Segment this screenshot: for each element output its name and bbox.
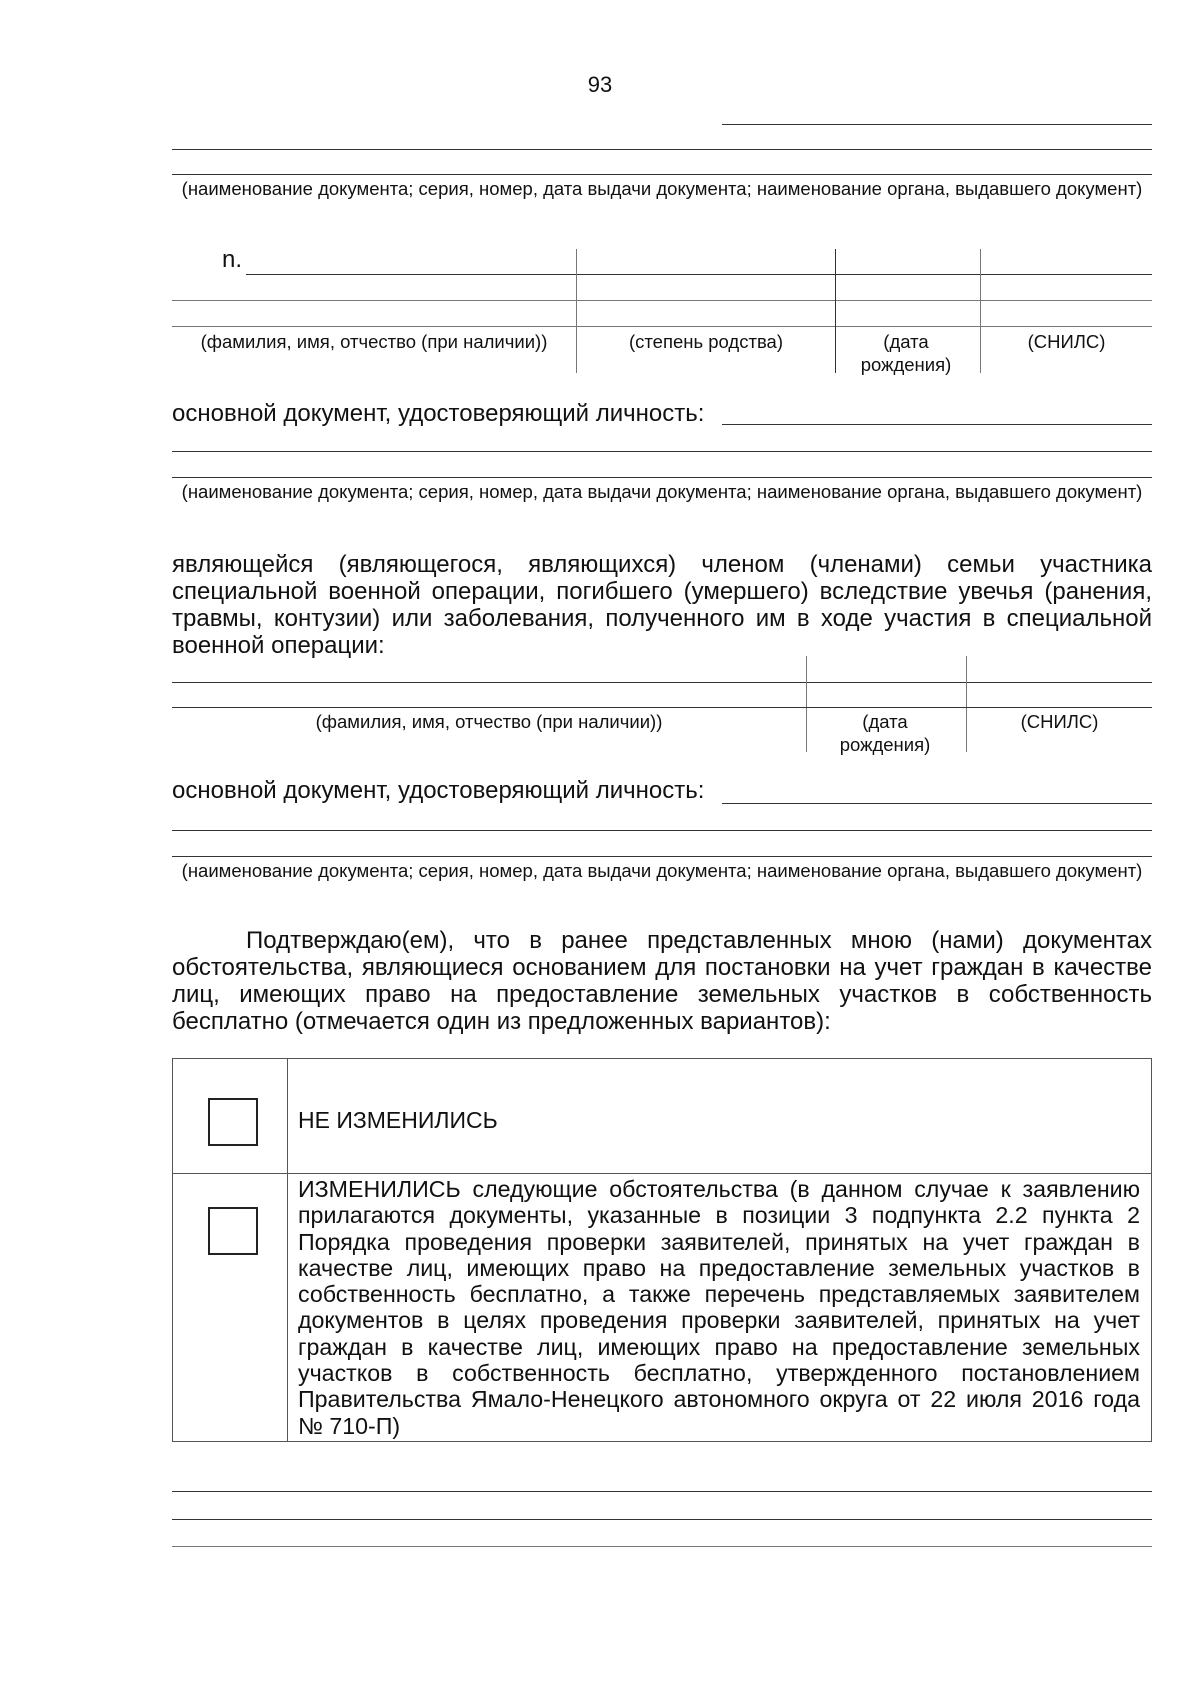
column-divider xyxy=(835,249,836,373)
fill-line[interactable] xyxy=(172,174,1152,175)
participant-fio-caption: (фамилия, имя, отчество (при наличии)) xyxy=(315,711,663,732)
doc-caption: (наименование документа; серия, номер, дата выдачи документа; наименование органа, выдавшего документ) xyxy=(181,481,1143,502)
fill-line[interactable] xyxy=(172,1519,1152,1520)
column-divider xyxy=(806,656,807,752)
option-changed-checkbox[interactable] xyxy=(208,1207,258,1255)
participant-birth-line[interactable] xyxy=(807,682,966,683)
member-fill-line[interactable] xyxy=(172,300,1152,301)
member-fio-caption: (фамилия, имя, отчество (при наличии)) xyxy=(200,331,548,352)
fill-line[interactable] xyxy=(172,477,1152,478)
fill-line[interactable] xyxy=(172,451,1152,452)
member-birth-caption: (дата рождения) xyxy=(860,331,952,375)
fill-line[interactable] xyxy=(172,1546,1152,1547)
fill-line[interactable] xyxy=(722,124,1152,125)
id-doc-line[interactable] xyxy=(722,424,1152,425)
doc-caption: (наименование документа; серия, номер, дата выдачи документа; наименование органа, выдавшего документ) xyxy=(181,178,1143,199)
id-doc-label: основной документ, удостоверяющий личность: xyxy=(172,777,705,804)
option-changed-label: ИЗМЕНИЛИСЬ следующие обстоятельства (в данном случае к заявлению прилагаются документы, указанные в позиции 3 подпункта 2.2 пункта 2 Порядка проведения проверки заявителей, принятых на учет граждан в качестве лиц, имеющих право на предоставление земельных участков в собственность бесплатно, а также перечень представляемых заявителем документов в целях проведения проверки заявителей, принятых на учет граждан в качестве лиц, имеющих право на предоставление земельных участков в собственность бесплатно, утвержденного постановлением Правительства Ямало-Ненецкого автономного округа от 22 июля 2016 года № 710-П) xyxy=(298,1176,1140,1439)
member-snils-line[interactable] xyxy=(981,274,1152,275)
id-doc-line[interactable] xyxy=(722,803,1152,804)
member-fio-line[interactable] xyxy=(246,274,576,275)
option-not-changed-label: НЕ ИЗМЕНИЛИСЬ xyxy=(298,1107,498,1133)
option-not-changed-checkbox[interactable] xyxy=(208,1098,258,1146)
fill-line[interactable] xyxy=(172,149,1152,150)
confirm-paragraph: Подтверждаю(ем), что в ранее представленных мною (нами) документах обстоятельства, являющиеся основанием для постановки на учет граждан в качестве лиц, имеющих право на предоставление земельных участков в собственность бесплатно (отмечается один из предложенных вариантов): xyxy=(172,927,1152,1035)
column-divider xyxy=(966,656,967,752)
participant-birth-caption: (дата рождения) xyxy=(839,711,931,755)
member-birth-line[interactable] xyxy=(836,274,980,275)
participant-snils-caption: (СНИЛС) xyxy=(1020,711,1099,732)
doc-caption: (наименование документа; серия, номер, дата выдачи документа; наименование органа, выдавшего документ) xyxy=(181,860,1143,881)
member-relation-caption: (степень родства) xyxy=(628,331,784,352)
participant-fill-line[interactable] xyxy=(172,707,1152,708)
fill-line[interactable] xyxy=(172,1491,1152,1492)
column-divider xyxy=(980,249,981,373)
id-doc-label: основной документ, удостоверяющий личность: xyxy=(172,400,705,427)
member-relation-line[interactable] xyxy=(577,274,835,275)
table-divider xyxy=(287,1058,288,1442)
column-divider xyxy=(576,249,577,373)
fill-line[interactable] xyxy=(172,830,1152,831)
participant-fio-line[interactable] xyxy=(172,682,806,683)
page-number: 93 xyxy=(587,72,613,97)
table-divider xyxy=(172,1173,1152,1174)
member-fill-line[interactable] xyxy=(172,326,1152,327)
family-paragraph: являющейся (являющегося, являющихся) членом (членами) семьи участника специальной военной операции, погибшего (умершего) вследствие увечья (ранения, травмы, контузии) или заболевания, полученного им в ходе участия в специальной военной операции: xyxy=(172,551,1152,659)
member-snils-caption: (СНИЛС) xyxy=(1027,331,1106,352)
member-prefix: n. xyxy=(222,246,243,273)
fill-line[interactable] xyxy=(172,856,1152,857)
participant-snils-line[interactable] xyxy=(967,682,1152,683)
